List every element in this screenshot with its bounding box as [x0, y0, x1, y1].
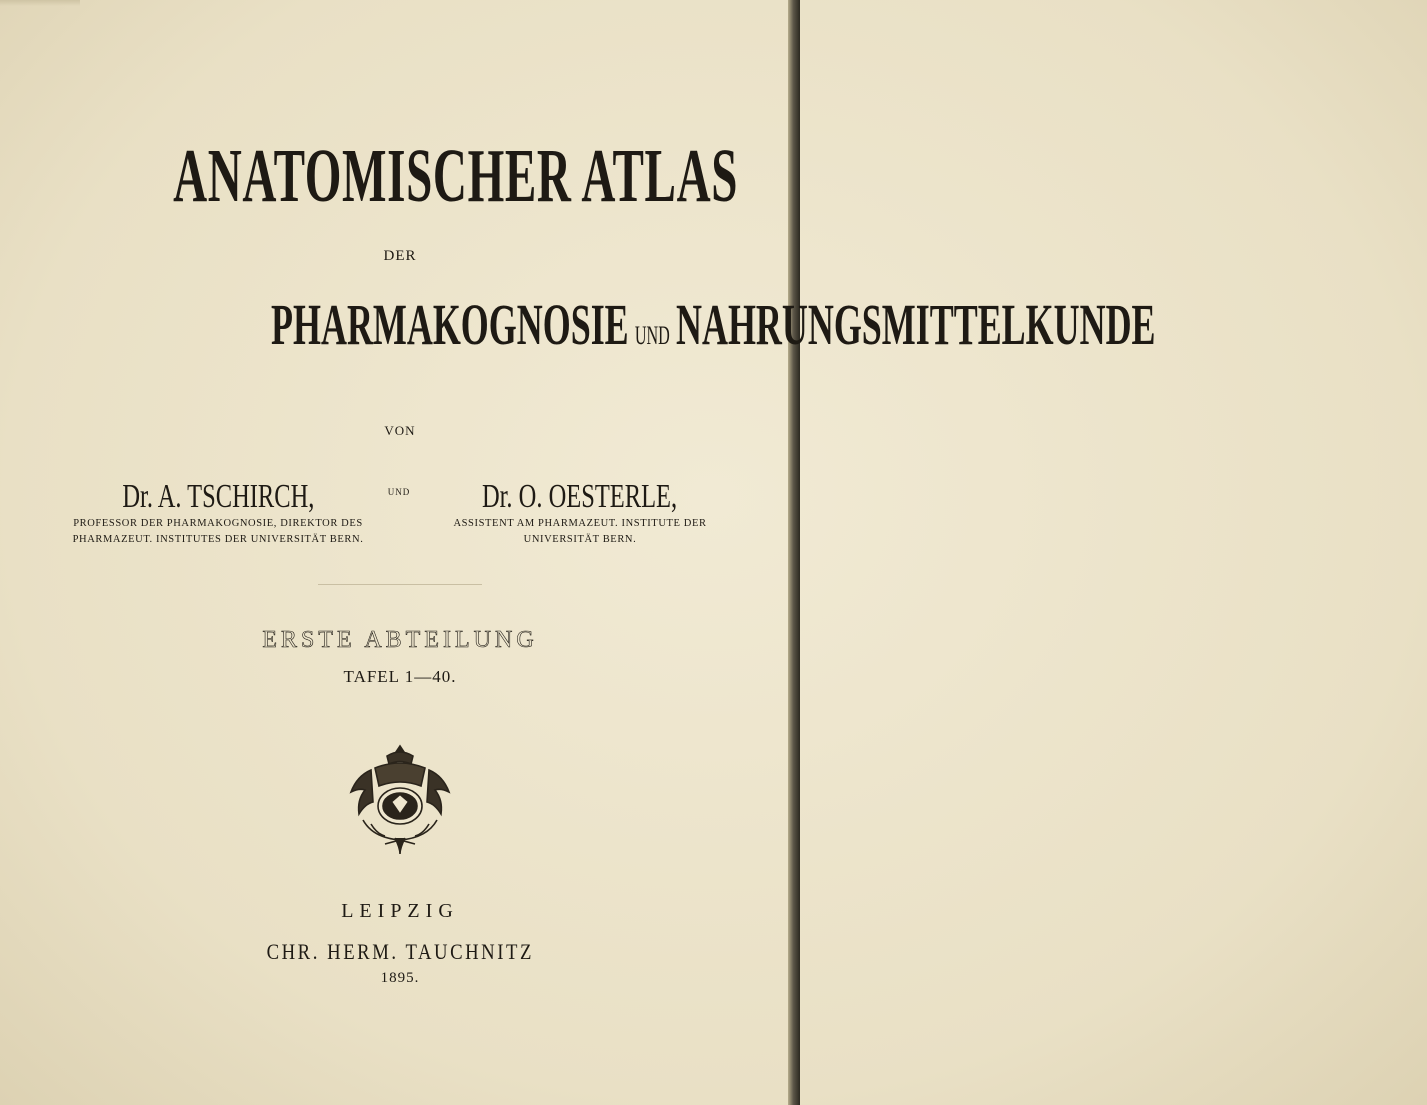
author-name: [430, 478, 730, 515]
plates-range: TAFEL 1—40.: [343, 667, 457, 686]
page-shadow: [0, 0, 80, 6]
author-prefix: Dr.: [121, 478, 153, 515]
subtitle-part1: PHARMAKOGNOSIE: [271, 292, 629, 357]
author-role-line2: PHARMAZEUT. INSTITUTES DER UNIVERSITÄT BERN.: [72, 533, 364, 545]
authors-und: UND: [387, 487, 411, 497]
author-tschirch: [68, 478, 368, 546]
author-oesterle: [430, 478, 730, 546]
author-name: [68, 478, 368, 515]
author-name-text: A. TSCHIRCH,: [157, 478, 315, 515]
subtitle-part2: NAHRUNGSMITTELKUNDE: [676, 292, 1156, 357]
title-der: DER: [383, 248, 417, 264]
von-label: VON: [384, 423, 416, 438]
section-title: ERSTE ABTEILUNG: [262, 627, 538, 653]
divider-rule: [318, 584, 482, 585]
subtitle: [0, 292, 1156, 357]
author-prefix: Dr.: [482, 478, 514, 515]
imprint-year: 1895.: [380, 970, 420, 986]
author-role-line1: ASSISTENT AM PHARMAZEUT. INSTITUTE DER: [453, 518, 707, 530]
subtitle-und: UND: [634, 321, 670, 350]
imprint-publisher: [0, 939, 800, 965]
imprint-city: LEIPZIG: [341, 900, 459, 922]
imprint-publisher-text: CHR. HERM. TAUCHNITZ: [266, 939, 534, 964]
main-title: ANATOMISCHER ATLAS: [173, 134, 739, 218]
author-role-line2: UNIVERSITÄT BERN.: [523, 533, 637, 545]
author-name-text: O. OESTERLE,: [519, 478, 678, 515]
author-role-line1: PROFESSOR DER PHARMAKOGNOSIE, DIREKTOR DES: [73, 518, 363, 530]
publisher-emblem-icon: [335, 738, 465, 858]
